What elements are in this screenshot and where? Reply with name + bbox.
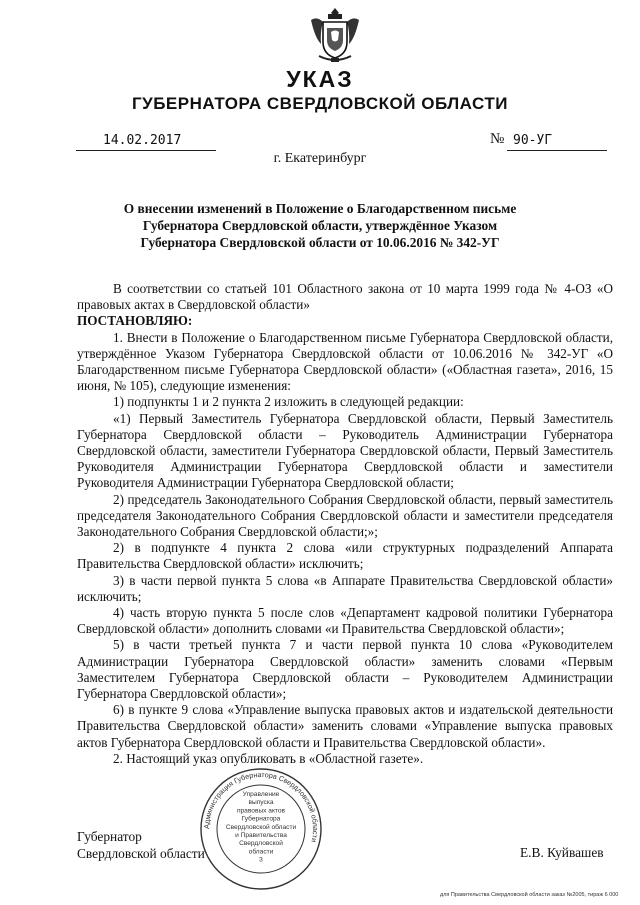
paragraph: 1. Внести в Положение о Благодарственном письме Губернатора Свердловской области, утверждённое Указом Губернатора Свердловской области от 10.06.2016 № 342-УГ «О Благодарственном письме Губернатора Свердловской области» («Областная газета», 2016, 15 июня, № 105), следующие изменения: <box>77 329 613 394</box>
stamp-center-line: и Правительства <box>235 832 287 839</box>
heading-line: О внесении изменений в Положение о Благодарственном письме <box>123 201 517 216</box>
stamp-center-line: выпуска <box>248 799 274 807</box>
document-subtitle: ГУБЕРНАТОРА СВЕРДЛОВСКОЙ ОБЛАСТИ <box>132 94 508 113</box>
stamp-center-line: Управление <box>242 791 280 798</box>
coat-of-arms-icon <box>305 6 365 64</box>
paragraph: 1) подпункты 1 и 2 пункта 2 изложить в следующей редакции: <box>113 394 464 410</box>
decree-word: ПОСТАНОВЛЯЮ: <box>77 313 193 329</box>
stamp-center-line: 3 <box>259 856 263 864</box>
signer-position <box>77 828 205 862</box>
official-stamp <box>198 766 324 892</box>
heading-line: Губернатора Свердловской области от 10.06.2016 № 342-УГ <box>140 235 500 250</box>
paragraph: 5) в части третьей пункта 7 и части первой пункта 10 слова «Руководителем Администрации Губернатора Свердловской области» заменить словами «Первым Заместителем Губернатора Свердловской области – Руководителем Администрации Губернатора Свердловской области»; <box>77 637 613 702</box>
paragraph: 4) часть вторую пункта 5 после слов «Департамент кадровой политики Губернатора Свердловской области» дополнить словами «и Правительства Свердловской области»; <box>77 605 613 637</box>
footer-note: для Правительства Свердловской области заказ №2005, тираж 6 000 <box>440 892 619 898</box>
paragraph: 2) в подпункте 4 пункта 2 слова «или структурных подразделений Аппарата Правительства Свердловской области» исключить; <box>77 540 613 572</box>
signer-position-line: Свердловской области <box>77 846 205 861</box>
document-title: УКАЗ <box>286 66 354 92</box>
preamble: В соответствии со статьей 101 Областного закона от 10 марта 1999 года № 4-ОЗ «О правовых актах в Свердловской области» <box>77 281 613 313</box>
stamp-center-line: Свердловской области <box>225 823 297 831</box>
decree-date: 14.02.2017 <box>76 133 216 151</box>
stamp-center-line: области <box>248 848 274 856</box>
city: г. Екатеринбург <box>273 151 367 166</box>
paragraph: 6) в пункте 9 слова «Управление выпуска правовых актов и издательской деятельности Правительства Свердловской области» заменить словами «Управление выпуска правовых актов Губернатора Свердловской области и Правительства Свердловской области». <box>77 702 613 750</box>
number-label: № <box>490 131 505 147</box>
decree-heading <box>90 200 550 251</box>
paragraph: 3) в части первой пункта 5 слова «в Аппарате Правительства Свердловской области» исключить; <box>77 572 613 604</box>
decree-number: 90-УГ <box>507 133 607 151</box>
signer-position-line: Губернатор <box>77 829 142 844</box>
stamp-center-line: Губернатора <box>241 815 281 823</box>
paragraph: «1) Первый Заместитель Губернатора Свердловской области, Первый Заместитель Губернатора Свердловской области – Руководитель Администрации Губернатора Свердловской области, заместители Губернатора Свердловской области, Первый Заместитель Руководителя Администрации Губернатора Свердловской области и заместители Руководителя Администрации Губернатора Свердловской области; <box>77 410 613 491</box>
heading-line: Губернатора Свердловской области, утверждённое Указом <box>142 218 498 233</box>
decree-body <box>77 281 613 767</box>
stamp-center-line: правовых актов <box>236 807 286 815</box>
stamp-ring-label: Администрация Губернатора Свердловской области <box>201 769 321 844</box>
paragraph: 2. Настоящий указ опубликовать в «Областной газете». <box>113 750 424 766</box>
signer-name: Е.В. Куйвашев <box>520 845 604 860</box>
stamp-center-line: Свердловской <box>239 840 283 848</box>
paragraph: 2) председатель Законодательного Собрания Свердловской области, первый заместитель председателя Законодательного Собрания Свердловской области и заместители председателя Законодательного Собрания Свердловской области;»; <box>77 491 613 540</box>
